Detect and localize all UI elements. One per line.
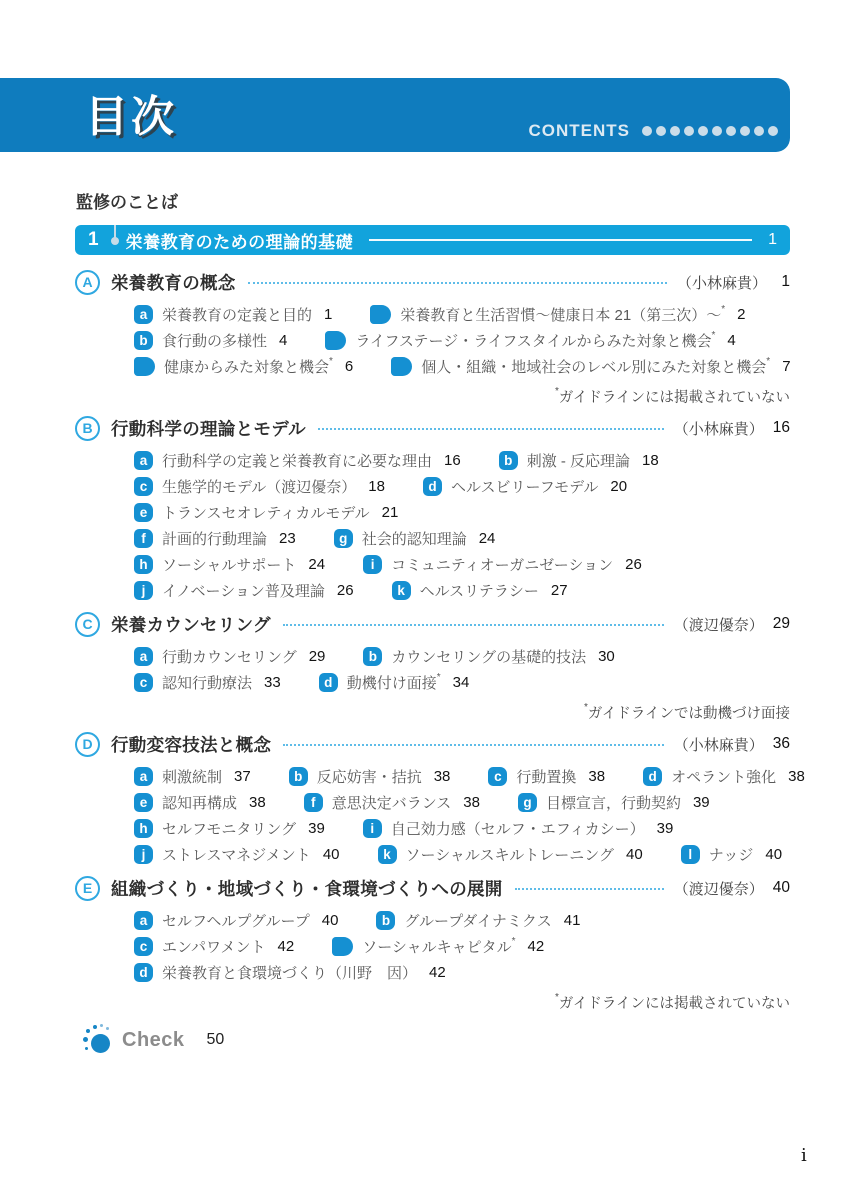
item-page-number: 16 (444, 451, 461, 469)
section-title: 行動変容技法と概念 (111, 734, 272, 755)
dot-icon (754, 126, 764, 136)
item-page-number: 41 (563, 911, 581, 929)
toc-row (134, 525, 790, 551)
toc-item (499, 450, 659, 471)
letter-bullet-icon: b (499, 451, 518, 470)
item-page-number: 38 (463, 793, 480, 811)
check-label: Check (122, 1028, 185, 1051)
item-page-number: 42 (429, 963, 446, 981)
item-page-number: 40 (321, 911, 339, 929)
item-page-number: 39 (656, 819, 674, 837)
item-title: 自己効力感（セルフ・エフィカシー） (390, 820, 645, 838)
item-page-number: 4 (279, 331, 288, 349)
item-page-number: 42 (527, 937, 545, 955)
toc-item (392, 580, 568, 601)
item-page-number: 6 (344, 357, 354, 375)
dot-icon (712, 126, 722, 136)
item-page-number: 24 (308, 555, 326, 573)
dotted-leader (283, 624, 664, 626)
item-page-number: 18 (368, 477, 385, 495)
foreword-entry: 監修のことば (76, 193, 178, 212)
item-page-number: 1 (324, 305, 333, 323)
item-title: 目標宣言，行動契約 (545, 794, 681, 812)
spark-dot-icon (85, 1047, 88, 1050)
toc-item (134, 450, 461, 471)
item-title: 意思決定バランス (331, 794, 452, 812)
item-page-number: 40 (322, 845, 340, 863)
item-title: オペラント強化 (671, 768, 777, 786)
toc-item (681, 844, 782, 865)
section-page-number: 1 (781, 273, 790, 290)
item-title: 行動置換 (516, 768, 577, 786)
section-author: （小林麻貴） (673, 420, 764, 438)
toc-row (134, 643, 790, 669)
item-page-number: 38 (588, 767, 606, 785)
toc-row (134, 551, 790, 577)
item-page-number: 40 (765, 845, 783, 863)
item-page-number: 4 (727, 331, 736, 349)
toc-item (378, 844, 643, 865)
toc-section (75, 267, 790, 407)
item-title: 認知行動療法 (162, 674, 253, 692)
tab-bullet-icon (370, 305, 391, 324)
toc-section (75, 413, 790, 603)
letter-bullet-icon: a (134, 647, 153, 666)
toc-row (134, 763, 805, 789)
item-title: 栄養教育と食環境づくり（川野 因） (162, 964, 418, 982)
toc-row (134, 447, 790, 473)
item-page-number: 26 (336, 581, 354, 599)
spark-dot-icon (106, 1027, 109, 1030)
toc-item (643, 766, 805, 787)
toc-item (134, 962, 446, 983)
section-title: 組織づくり・地域づくり・食環境づくりへの展開 (111, 878, 503, 899)
item-page-number: 42 (277, 937, 295, 955)
dot-icon (740, 126, 750, 136)
toc-item (134, 502, 398, 523)
item-title: ソーシャルキャピタル* (362, 935, 516, 956)
toc-item (134, 330, 287, 351)
item-page-number: 26 (625, 555, 642, 573)
item-page-number: 38 (249, 793, 266, 811)
letter-bullet-icon: j (134, 845, 153, 864)
tab-bullet-icon (134, 357, 155, 376)
section-author: （渡辺優奈） (673, 880, 764, 898)
item-title: 社会的認知理論 (361, 530, 467, 548)
dot-icon (768, 126, 778, 136)
item-page-number: 21 (381, 503, 399, 521)
letter-bullet-icon: a (134, 911, 153, 930)
toc-item (518, 792, 710, 813)
letter-bullet-icon: d (134, 963, 153, 982)
toc-row (134, 353, 790, 379)
toc-item (304, 792, 480, 813)
item-title: ヘルスリテラシー (419, 582, 539, 600)
dot-icon (726, 126, 736, 136)
item-title: ストレスマネジメント (162, 846, 311, 864)
toc-row (134, 789, 790, 815)
section-page-number: 16 (772, 419, 790, 436)
toc-row (134, 473, 790, 499)
section-heading (75, 413, 790, 443)
item-title: 栄養教育の定義と目的 (162, 306, 313, 324)
item-title: 栄養教育と生活習慣〜健康日本 21（第三次）〜* (400, 303, 726, 324)
item-title: セルフヘルプグループ (162, 912, 310, 930)
tab-bullet-icon (325, 331, 346, 350)
toc-item (134, 936, 294, 957)
letter-bullet-icon: f (304, 793, 323, 812)
toc-item (134, 672, 281, 693)
toc-row (134, 301, 790, 327)
toc-row (134, 327, 790, 353)
letter-bullet-icon: b (289, 767, 308, 786)
toc-item (363, 818, 674, 839)
toc-item (134, 554, 325, 575)
item-title: コミュニティオーガニゼーション (391, 556, 614, 574)
toc-row (134, 499, 790, 525)
letter-bullet-icon: g (518, 793, 537, 812)
toc-item (134, 910, 338, 931)
section-letter-badge: B (75, 416, 100, 441)
item-page-number: 39 (308, 819, 325, 837)
letter-bullet-icon: e (134, 793, 153, 812)
check-page-number: 50 (206, 1031, 225, 1048)
letter-bullet-icon: k (378, 845, 397, 864)
letter-bullet-icon: c (134, 937, 153, 956)
section-page-number: 40 (772, 879, 790, 896)
item-title: エンパワメント (162, 938, 266, 956)
letter-bullet-icon: d (643, 767, 662, 786)
section-author: （渡辺優奈） (673, 616, 764, 634)
toc-item (134, 792, 266, 813)
toc-item (391, 356, 790, 377)
letter-bullet-icon: a (134, 767, 153, 786)
section-heading (75, 729, 790, 759)
section-heading (75, 873, 790, 903)
contents-strip (529, 121, 779, 141)
item-title: ソーシャルサポート (162, 556, 297, 574)
check-ball (91, 1034, 110, 1053)
dot-icon (698, 126, 708, 136)
item-title: 個人・組織・地域社会のレベル別にみた対象と機会* (421, 355, 771, 376)
item-page-number: 7 (782, 357, 791, 375)
folio-page-number: i (801, 1145, 807, 1166)
section-page-number: 36 (772, 735, 790, 752)
tab-bullet-icon (332, 937, 353, 956)
footnote: *ガイドラインには掲載されていない (554, 992, 790, 1012)
item-title: 反応妨害・拮抗 (316, 768, 422, 786)
page-title: 目次 (85, 93, 177, 142)
item-title: ソーシャルスキルトレーニング (405, 846, 615, 864)
item-title: ライフステージ・ライフスタイルからみた対象と機会* (355, 329, 716, 350)
toc-item (134, 766, 251, 787)
letter-bullet-icon: k (392, 581, 411, 600)
letter-bullet-icon: i (363, 555, 382, 574)
item-page-number: 2 (737, 305, 746, 323)
item-title: 刺激 - 反応理論 (526, 452, 631, 470)
item-title: セルフモニタリング (162, 820, 297, 838)
item-title: 行動科学の定義と栄養教育に必要な理由 (162, 452, 433, 470)
letter-bullet-icon: h (134, 555, 153, 574)
section-page-number: 29 (772, 615, 790, 632)
letter-bullet-icon: c (488, 767, 507, 786)
item-title: 生態学的モデル（渡辺優奈） (162, 478, 357, 496)
toc-item (376, 910, 580, 931)
item-page-number: 39 (692, 793, 710, 811)
spark-dot-icon (93, 1025, 97, 1029)
section-heading (75, 609, 790, 639)
item-page-number: 38 (433, 767, 451, 785)
letter-bullet-icon: l (681, 845, 700, 864)
item-title: 刺激統制 (162, 768, 223, 786)
toc-item (134, 304, 332, 325)
item-page-number: 33 (264, 673, 281, 691)
section-title: 栄養教育の概念 (111, 272, 236, 293)
dot-icon (670, 126, 680, 136)
item-page-number: 34 (452, 673, 470, 691)
letter-bullet-icon: c (134, 673, 153, 692)
toc-row (134, 959, 790, 985)
dotted-leader (515, 888, 664, 890)
toc-item (134, 646, 325, 667)
item-title: ナッジ (708, 846, 754, 864)
section-letter-badge: E (75, 876, 100, 901)
item-title: 動機付け面接* (346, 671, 441, 692)
toc-item (334, 528, 496, 549)
footnote: *ガイドラインでは動機づけ面接 (583, 702, 790, 722)
dot-icon (642, 126, 652, 136)
letter-bullet-icon: b (363, 647, 382, 666)
tab-bullet-icon (391, 357, 412, 376)
item-title: カウンセリングの基礎的技法 (391, 648, 587, 666)
toc-item (325, 330, 735, 351)
pin-icon (108, 225, 122, 255)
item-page-number: 24 (478, 529, 496, 547)
section-author: （小林麻貴） (676, 274, 767, 292)
item-title: ヘルスビリーフモデル (450, 478, 599, 496)
toc-item (488, 766, 605, 787)
toc-section (75, 729, 805, 867)
item-page-number: 37 (234, 767, 251, 785)
item-page-number: 29 (308, 647, 326, 665)
contents-dots-icon (642, 126, 778, 136)
chapter-number: 1 (88, 229, 99, 250)
dot-icon (684, 126, 694, 136)
item-page-number: 23 (279, 529, 296, 547)
item-title: 行動カウンセリング (162, 648, 297, 666)
item-page-number: 20 (610, 477, 628, 495)
letter-bullet-icon: g (334, 529, 353, 548)
spark-dot-icon (100, 1024, 103, 1027)
section-title: 行動科学の理論とモデル (111, 418, 306, 439)
letter-bullet-icon: d (423, 477, 442, 496)
toc-row (134, 577, 790, 603)
section-letter-badge: A (75, 270, 100, 295)
toc-item (363, 554, 642, 575)
letter-bullet-icon: c (134, 477, 153, 496)
section-letter-badge: D (75, 732, 100, 757)
toc-item (319, 672, 470, 693)
toc-row (134, 933, 790, 959)
item-page-number: 30 (598, 647, 615, 665)
toc-item (332, 936, 544, 957)
toc-item (134, 356, 353, 377)
toc-row (134, 841, 790, 867)
toc-row (134, 815, 790, 841)
letter-bullet-icon: b (134, 331, 153, 350)
contents-label: CONTENTS (528, 121, 630, 140)
toc-item (134, 476, 385, 497)
check-sparkle-icon (81, 1023, 115, 1057)
leader-line (369, 239, 752, 241)
dotted-leader (283, 744, 664, 746)
section-title: 栄養カウンセリング (111, 614, 271, 635)
toc-row (134, 669, 790, 695)
chapter-bar (75, 225, 790, 255)
toc-section (75, 609, 790, 723)
spark-dot-icon (86, 1029, 90, 1033)
toc-item (370, 304, 745, 325)
letter-bullet-icon: a (134, 305, 153, 324)
item-title: トランスセオレティカルモデル (162, 504, 370, 522)
toc-item (363, 646, 614, 667)
item-page-number: 18 (642, 451, 659, 469)
toc-item (134, 844, 340, 865)
letter-bullet-icon: e (134, 503, 153, 522)
toc-item (134, 818, 325, 839)
letter-bullet-icon: f (134, 529, 153, 548)
toc-section (75, 873, 790, 1013)
dotted-leader (318, 428, 664, 430)
chapter-title: 栄養教育のための理論的基礎 (125, 232, 354, 252)
dot-icon (656, 126, 666, 136)
letter-bullet-icon: b (376, 911, 395, 930)
toc-item (134, 528, 296, 549)
item-title: 認知再構成 (162, 794, 238, 812)
item-title: 計画的行動理論 (162, 530, 268, 548)
item-title: イノベーション普及理論 (162, 582, 325, 600)
check-row (81, 1023, 790, 1057)
item-title: グループダイナミクス (404, 912, 552, 930)
item-title: 食行動の多様性 (162, 332, 268, 350)
toc-item (423, 476, 627, 497)
toc-header-bar (0, 78, 790, 152)
footnote: *ガイドラインには掲載されていない (554, 386, 790, 406)
toc-item (289, 766, 451, 787)
toc-sections (75, 267, 805, 1057)
section-letter-badge: C (75, 612, 100, 637)
spark-dot-icon (83, 1037, 88, 1042)
toc-item (134, 580, 354, 601)
item-page-number: 40 (626, 845, 643, 863)
letter-bullet-icon: h (134, 819, 153, 838)
item-title: 健康からみた対象と機会* (164, 355, 333, 376)
letter-bullet-icon: a (134, 451, 153, 470)
dotted-leader (248, 282, 667, 284)
letter-bullet-icon: i (363, 819, 382, 838)
item-page-number: 38 (788, 767, 805, 785)
item-page-number: 27 (550, 581, 568, 599)
chapter-page-number: 1 (768, 231, 777, 248)
toc-row (134, 907, 790, 933)
letter-bullet-icon: j (134, 581, 153, 600)
section-heading (75, 267, 790, 297)
letter-bullet-icon: d (319, 673, 338, 692)
section-author: （小林麻貴） (673, 736, 764, 754)
